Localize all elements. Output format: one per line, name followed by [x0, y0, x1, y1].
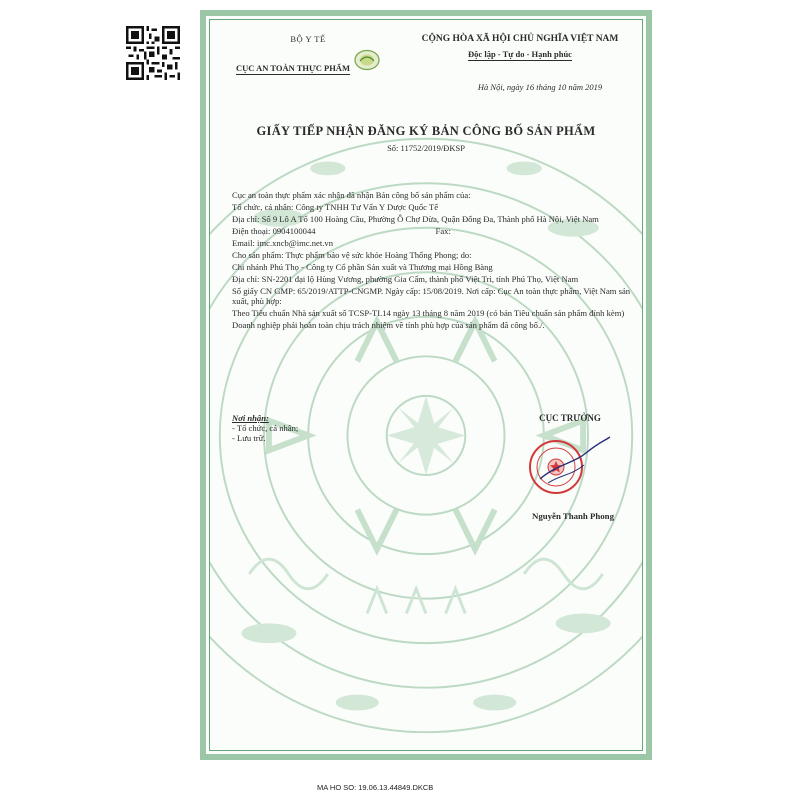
responsibility-line: Doanh nghiệp phải hoàn toàn chịu trách nhiệm về tính phù hợp của sản phẩm đã công bố./. — [232, 320, 545, 330]
ministry-name: BỘ Y TẾ — [290, 34, 326, 44]
document-number: Số: 11752/2019/ĐKSP — [387, 143, 465, 153]
republic-name: CỘNG HÒA XÃ HỘI CHỦ NGHĨA VIỆT NAM — [421, 34, 619, 44]
issue-date: Hà Nội, ngày 16 tháng 10 năm 2019 — [477, 82, 603, 92]
manufacturer-address-line: Địa chỉ: SN-2201 đại lộ Hùng Vương, phường Gia Cẩm, thành phố Việt Trì, tỉnh Phú Thọ, Việt Nam — [232, 274, 579, 284]
intro-line: Cục an toàn thực phẩm xác nhận đã nhận Bản công bố sản phẩm của: — [232, 190, 471, 200]
contact-line — [232, 226, 636, 236]
phone-text: Điện thoại: 0904100044 — [232, 226, 316, 236]
organization-line: Tổ chức, cá nhân: Công ty TNHH Tư Vấn Y Dược Quốc Tế — [232, 202, 439, 212]
recipient-item: - Lưu trữ. — [232, 433, 266, 443]
document-body — [232, 190, 636, 332]
dossier-code: MA HO SO: 19.06.13.44849.DKCB — [317, 783, 434, 792]
recipient-item: - Tổ chức, cá nhân; — [232, 423, 299, 433]
gmp-line: Số giấy CN GMP: 65/2019/ATTP-CNGMP. Ngày cấp: 15/08/2019. Nơi cấp: Cục An toàn thực phẩm, Việt Nam sản xuất, phù hợp: — [232, 286, 631, 306]
fax-text: Fax: — [435, 226, 451, 236]
state-header — [395, 34, 643, 62]
address-line: Địa chỉ: Số 9 Lô A Tổ 100 Hoàng Cầu, Phường Ô Chợ Dừa, Quận Đống Đa, Thành phố Hà Nội, Việt Nam — [232, 214, 599, 224]
manufacturer-line: Chi nhánh Phú Thọ - Công ty Cổ phần Sản xuất và Thương mại Hồng Bàng — [232, 262, 493, 272]
certificate-content — [210, 20, 642, 750]
official-stamp — [526, 435, 612, 497]
recipients-label: Nơi nhận: — [232, 413, 269, 423]
certificate — [200, 10, 652, 760]
qr-code-icon — [126, 26, 180, 80]
certificate-inner-frame — [209, 19, 643, 751]
product-line: Cho sản phẩm: Thực phẩm bảo vệ sức khỏe Hoàng Thống Phong; do: — [232, 250, 472, 260]
agency-name: CỤC AN TOÀN THỰC PHẨM — [236, 63, 350, 73]
national-motto: Độc lập - Tự do - Hạnh phúc — [468, 49, 572, 59]
issuer-block — [228, 34, 388, 76]
signatory-title: CỤC TRƯỞNG — [539, 413, 601, 423]
signatory-name: Nguyễn Thanh Phong — [532, 511, 614, 521]
standard-line: Theo Tiêu chuẩn Nhà sản xuất số TCSP-TI.14 ngày 13 tháng 8 năm 2019 (có bản Tiêu chuẩn sản phẩm đính kèm) — [232, 308, 625, 318]
document-title: GIẤY TIẾP NHẬN ĐĂNG KÝ BẢN CÔNG BỐ SẢN PHẨM — [256, 124, 596, 138]
email-line: Email: imc.xncb@imc.net.vn — [232, 238, 333, 248]
recipients-block — [232, 413, 298, 443]
agency-logo-icon — [354, 49, 380, 71]
